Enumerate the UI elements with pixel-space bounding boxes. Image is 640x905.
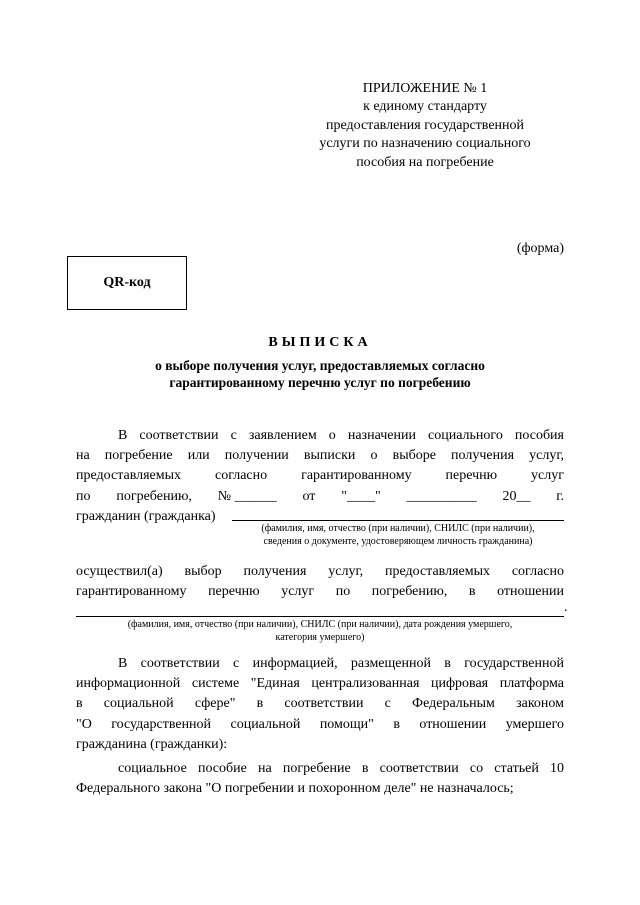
- word: по: [76, 488, 91, 504]
- caption-line: (фамилия, имя, отчество (при наличии), СНИЛС (при наличии), дата рождения умершего,: [127, 619, 513, 630]
- text-line: осуществил(а) выбор получения услуг, предоставляемых согласно: [76, 564, 564, 579]
- caption-citizen: [232, 522, 564, 548]
- day-blank: "____": [341, 488, 381, 504]
- appendix-line: к единому стандарту: [363, 99, 487, 115]
- citizen-fill-line: [232, 520, 564, 521]
- document-subtitle: [120, 357, 520, 391]
- number-sign: № ______: [217, 488, 277, 504]
- caption-deceased: [76, 618, 564, 644]
- qr-code-label: QR-код: [103, 275, 151, 290]
- text-line-number-date: [76, 487, 564, 507]
- word: согласно: [214, 468, 268, 484]
- word: перечню: [445, 468, 498, 484]
- year-blank: 20__: [502, 488, 531, 504]
- line-end-period: .: [564, 600, 568, 615]
- deceased-fill-line: [76, 616, 564, 617]
- qr-code-box: [67, 256, 187, 310]
- text-line: [76, 466, 564, 486]
- text-line: на погребение или получении выписки о выборе получения услуг,: [76, 448, 564, 464]
- subtitle-line: гарантированному перечню услуг по погребению: [169, 375, 471, 390]
- word: гарантированному: [301, 468, 412, 484]
- appendix-line: предоставления государственной: [325, 117, 525, 133]
- text-line: Федерального закона "О погребении и похоронном деле" не назначалось;: [76, 781, 514, 797]
- text-line: В соответствии с информацией, размещенной в государственной: [118, 656, 564, 671]
- caption-line: (фамилия, имя, отчество (при наличии), СНИЛС (при наличии),: [261, 523, 535, 534]
- paragraph-benefit: [76, 759, 564, 799]
- paragraph-info-system: [76, 654, 564, 755]
- caption-line: сведения о документе, удостоверяющем личность гражданина): [263, 536, 533, 547]
- word: погребению,: [116, 488, 192, 504]
- number-blank: ______: [234, 488, 277, 504]
- appendix-line: услуги по назначению социального: [319, 136, 531, 152]
- citizen-label: гражданин (гражданка): [76, 508, 216, 524]
- text-line: гарантированному перечню услуг по погребению, в отношении: [76, 584, 564, 600]
- paragraph-application: [76, 426, 564, 527]
- appendix-line: ПРИЛОЖЕНИЕ № 1: [362, 81, 488, 96]
- word: от: [302, 488, 316, 504]
- text-line: гражданина (гражданки):: [76, 736, 228, 752]
- text-line: информационной системе "Единая централизованная цифровая платформа: [76, 676, 564, 692]
- document-title: ВЫПИСКА: [268, 335, 372, 350]
- subtitle-line: о выборе получения услуг, предоставляемых согласно: [155, 358, 485, 373]
- paragraph-choice: [76, 562, 564, 602]
- appendix-line: пособия на погребение: [356, 154, 494, 170]
- caption-line: категория умершего): [275, 632, 365, 643]
- word: услуг: [531, 468, 564, 484]
- text-line: В соответствии с заявлением о назначении социального пособия: [118, 428, 564, 443]
- text-line: в социальной сфере" в соответствии с Федеральным законом: [76, 696, 564, 712]
- month-blank: __________: [406, 488, 477, 504]
- word: г.: [556, 488, 564, 504]
- text-line: социальное пособие на погребение в соответствии со статьей 10: [118, 761, 564, 776]
- form-label: (форма): [516, 241, 564, 256]
- text-line: "О государственной социальной помощи" в отношении умершего: [76, 716, 564, 732]
- word: предоставляемых: [76, 468, 182, 484]
- appendix-header: [300, 80, 550, 172]
